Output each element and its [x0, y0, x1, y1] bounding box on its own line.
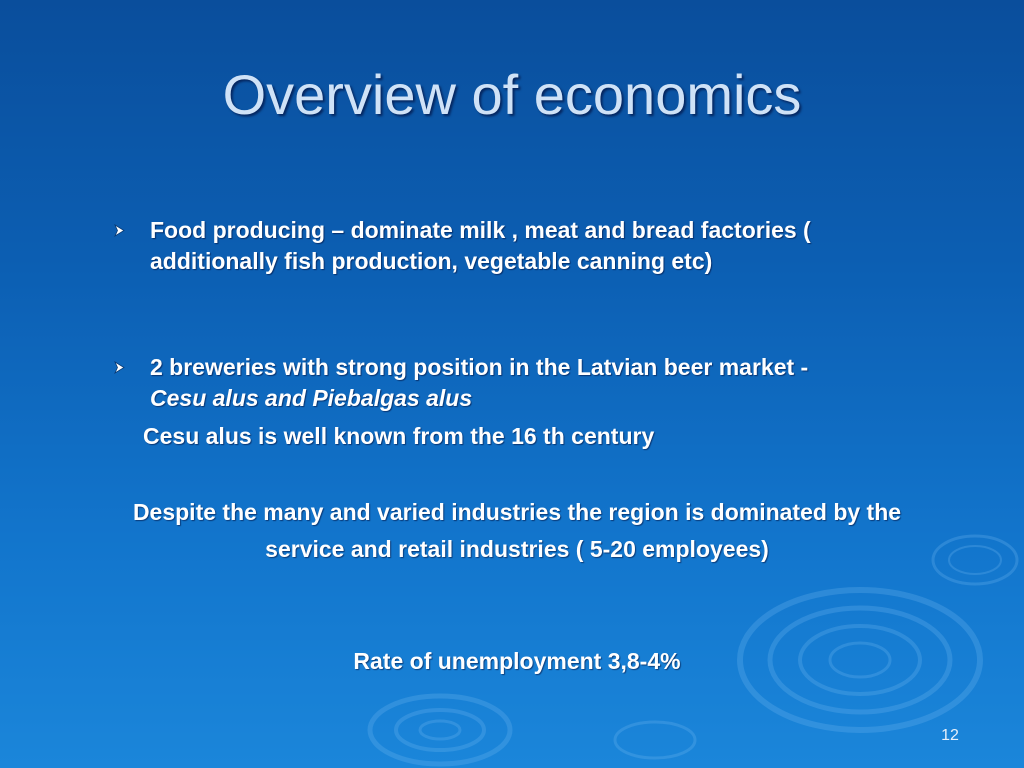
bullet-item	[112, 215, 852, 277]
page-number: 12	[941, 727, 959, 744]
slide-title: Overview of economics	[222, 63, 802, 126]
bullet-text-main: 2 breweries with strong position in the Latvian beer market -	[150, 354, 809, 380]
arrow-bullet-icon	[112, 352, 128, 383]
bullet-text: Food producing – dominate milk , meat and bread factories ( additionally fish production, vegetable canning etc)	[150, 217, 811, 274]
bullet-text-italic: Cesu alus and Piebalgas alus	[150, 385, 473, 411]
bullet-item	[112, 352, 852, 414]
unemployment-rate: Rate of unemployment 3,8-4%	[353, 648, 681, 674]
summary-paragraph: Despite the many and varied industries the region is dominated by the service and retail industries ( 5-20 employees)	[132, 499, 902, 562]
arrow-bullet-icon	[112, 215, 128, 246]
note-line: Cesu alus is well known from the 16 th century	[143, 423, 655, 449]
bullet-text	[150, 352, 852, 414]
